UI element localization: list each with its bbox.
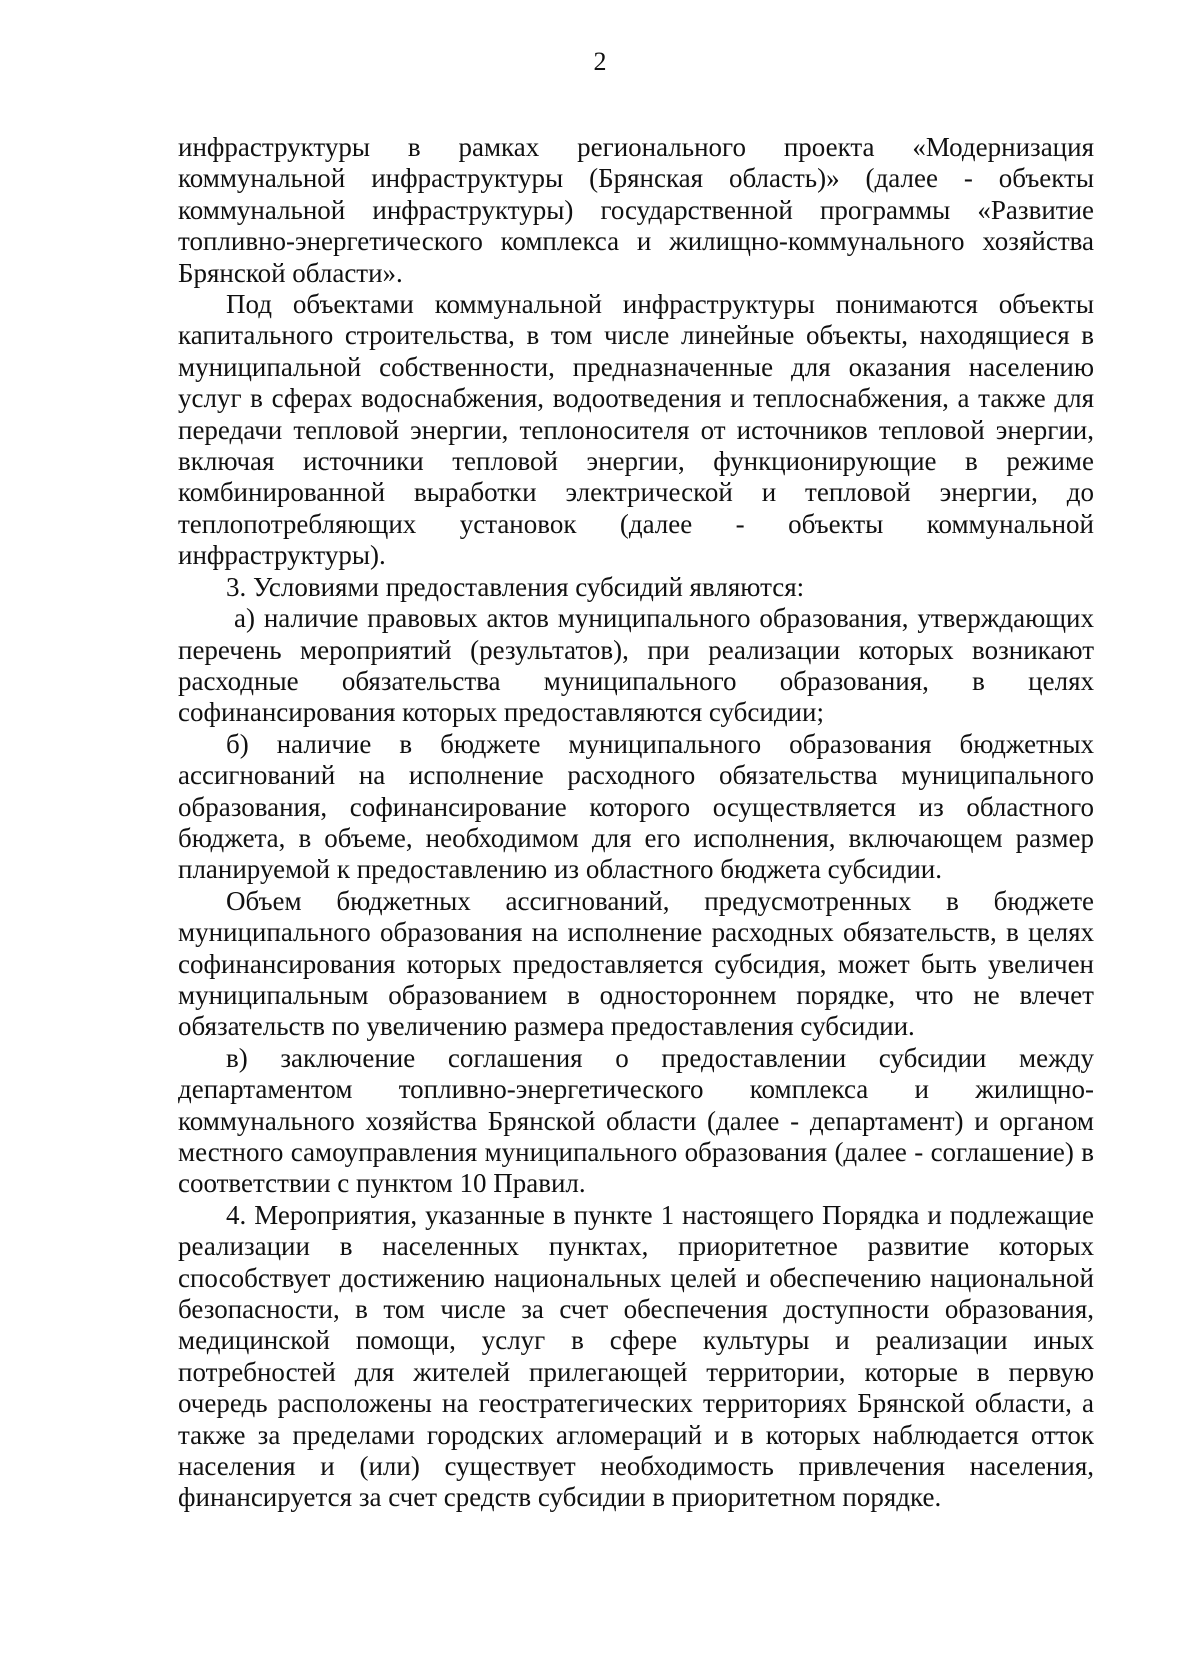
paragraph-condition-b: б) наличие в бюджете муниципального образования бюджетных ассигнований на исполнение расходного обязательства муниципального образования, софинансирование которого осуществляется из областного бюджета, в объеме, необходимом для его исполнения, включающем размер планируемой к предоставлению из областного бюджета субсидии. [178,728,1094,885]
paragraph-condition-a: а) наличие правовых актов муниципального образования, утверждающих перечень мероприятий (результатов), при реализации которых возникают расходные обязательства муниципального образования, в целях софинансирования которых предоставляются субсидии; [178,603,1094,728]
paragraph-budget-volume: Объем бюджетных ассигнований, предусмотренных в бюджете муниципального образования на исполнение расходных обязательств, в целях софинансирования которых предоставляется субсидия, может быть увеличен муниципальным образованием в одностороннем порядке, что не влечет обязательств по увеличению размера предоставления субсидии. [178,885,1094,1042]
paragraph-section-4: 4. Мероприятия, указанные в пункте 1 настоящего Порядка и подлежащие реализации в населенных пунктах, приоритетное развитие которых способствует достижению национальных целей и обеспечению национальной безопасности, в том числе за счет обеспечения доступности образования, медицинской помощи, услуг в сфере культуры и реализации иных потребностей для жителей прилегающей территории, которые в первую очередь расположены на геостратегических территориях Брянской области, а также за пределами городских агломераций и в которых наблюдается отток населения и (или) существует необходимость привлечения населения, финансируется за счет средств субсидии в приоритетном порядке. [178,1199,1094,1513]
paragraph-definition: Под объектами коммунальной инфраструктуры понимаются объекты капитального строительства, в том числе линейные объекты, находящиеся в муниципальной собственности, предназначенные для оказания населению услуг в сферах водоснабжения, водоотведения и теплоснабжения, а также для передачи тепловой энергии, теплоносителя от источников тепловой энергии, включая источники тепловой энергии, функционирующие в режиме комбинированной выработки электрической и тепловой энергии, до теплопотребляющих установок (далее - объекты коммунальной инфраструктуры). [178,289,1094,571]
document-body [178,132,1094,1514]
page-number: 2 [593,47,607,76]
paragraph-condition-v: в) заключение соглашения о предоставлении субсидии между департаментом топливно-энергетического комплекса и жилищно-коммунального хозяйства Брянской области (далее - департамент) и органом местного самоуправления муниципального образования (далее - соглашение) в соответствии с пунктом 10 Правил. [178,1042,1094,1199]
paragraph-section-3: 3. Условиями предоставления субсидий являются: [226,571,805,602]
paragraph-continuation: инфраструктуры в рамках регионального проекта «Модернизация коммунальной инфраструктуры (Брянская область)» (далее - объекты коммунальной инфраструктуры) государственной программы «Развитие топливно-энергетического комплекса и жилищно-коммунального хозяйства Брянской области». [178,132,1094,288]
